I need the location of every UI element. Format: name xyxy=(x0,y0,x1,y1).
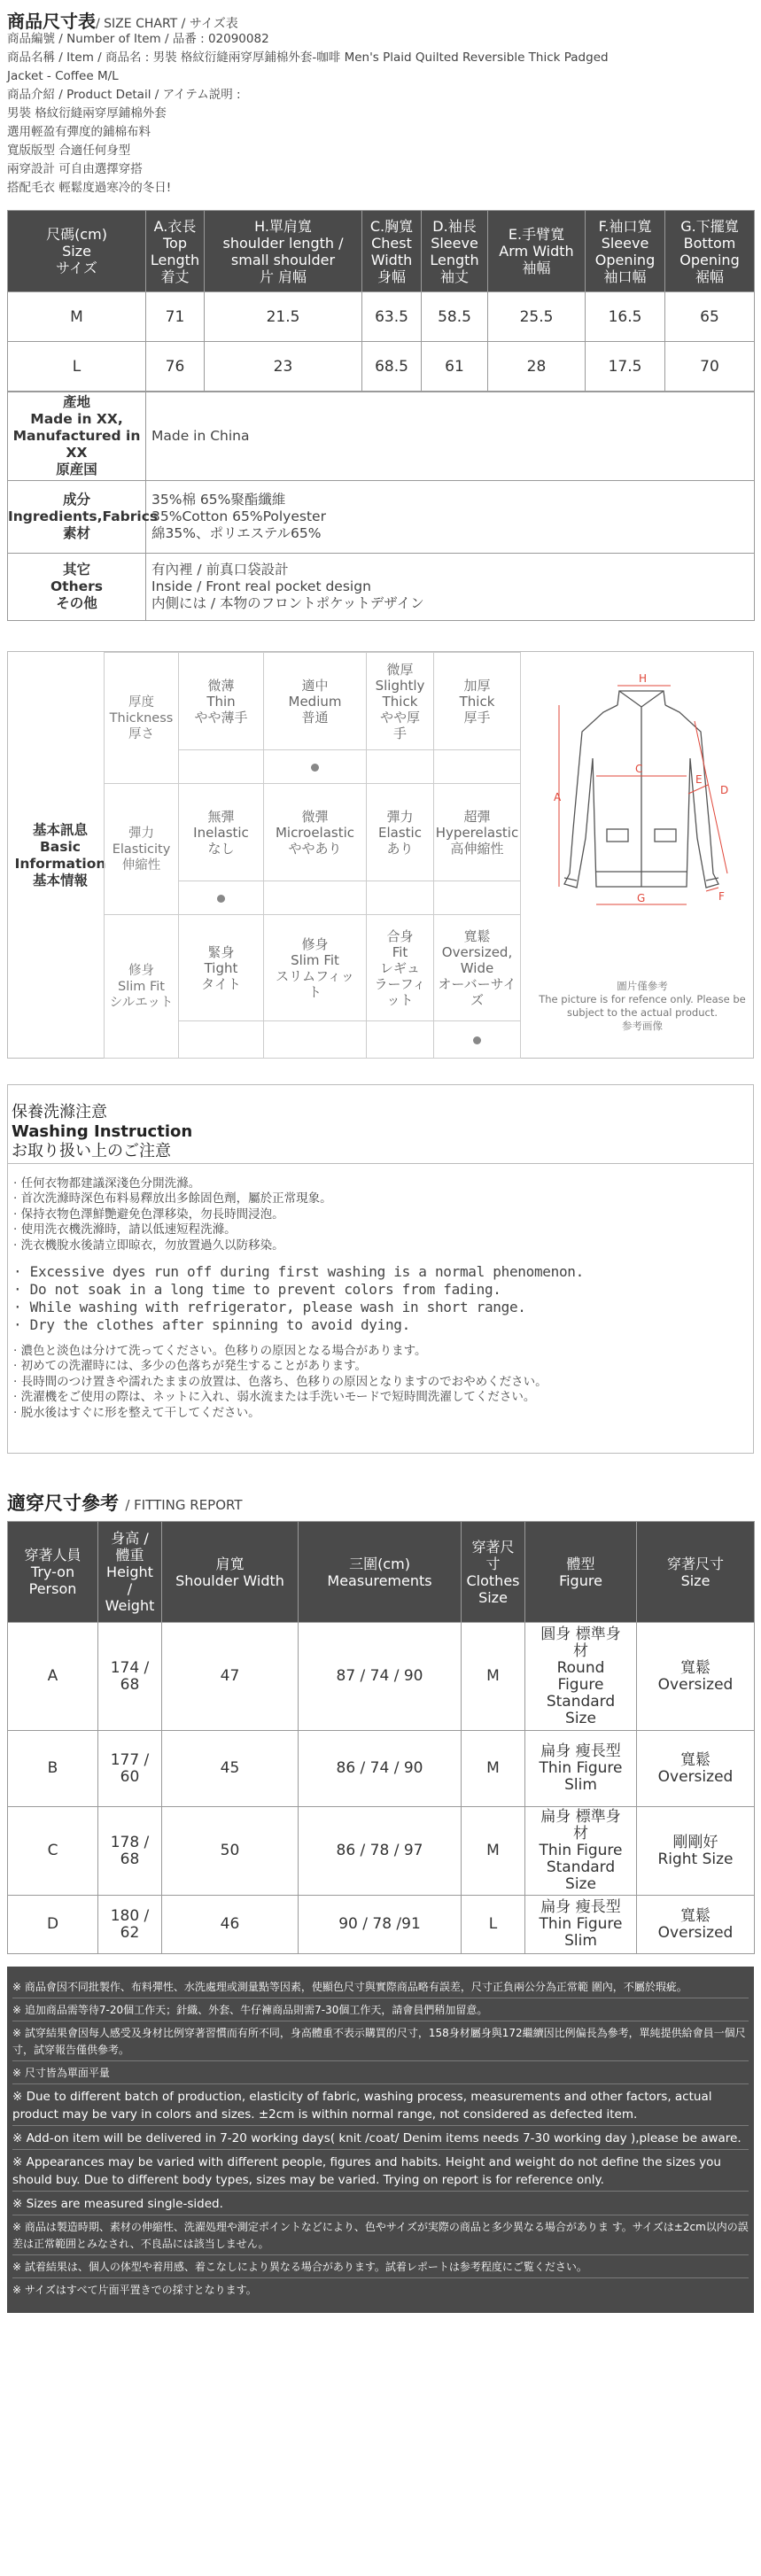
page-title xyxy=(7,0,754,30)
wash-line: · 洗濯機をご使用の際は、ネットに入れ、弱水流または手洗いモードで短時間洗濯してください。 xyxy=(13,1390,536,1405)
wash-line: · While washing with refrigerator, please wash in short range. xyxy=(13,1299,526,1316)
wash-line: · 濃色と淡色は分けて洗ってください。色移りの原因となる場合があります。 xyxy=(13,1344,427,1359)
notes-panel xyxy=(7,1967,754,2313)
detail-line: 兩穿設計 可自由選擇穿搭 xyxy=(7,162,143,176)
diagram-label-f: F xyxy=(718,890,725,903)
col-height-weight: 身高 / 體重 Height / Weight xyxy=(98,1522,162,1623)
note-line: ※ 試着結果は、個人の体型や着用感、着こなしにより異なる場合があります。試着レポートは参考程度にご覧ください。 xyxy=(12,2255,749,2278)
title-main: 商品尺寸表 xyxy=(7,11,96,32)
col-sleeve: D.袖長 Sleeve Length 袖丈 xyxy=(422,211,488,292)
table-row xyxy=(8,1731,755,1807)
note-line: ※ Appearances may be varied with different people, figures and habits. Height and weight do not define the sizes you should buy. Due to different body types, sizes may be varied. Trying on report is for reference only. xyxy=(12,2150,749,2192)
dot-cell xyxy=(264,750,367,784)
cell: 扁身 瘦長型 Thin Figure Slim xyxy=(525,1896,637,1954)
size-table-header xyxy=(8,211,755,292)
washing-body xyxy=(8,1163,753,1453)
fit-tight: 緊身 Tight タイト xyxy=(179,915,264,1021)
size-chart-page xyxy=(7,0,754,2313)
diagram-label-g: G xyxy=(637,892,646,904)
diagram-label-h: H xyxy=(639,672,648,685)
wash-line: · Excessive dyes run off during first washing is a normal phenomenon. xyxy=(13,1263,584,1281)
col-clothes-size: 穿著尺 寸 Clothes Size xyxy=(462,1522,525,1623)
elastic-hyper: 超彈 Hyperelastic 高伸縮性 xyxy=(434,784,521,881)
col-shoulder: H.單肩寬 shoulder length / small shoulder 片 肩幅 xyxy=(205,211,362,292)
title-sub: / SIZE CHART / サイズ表 xyxy=(96,17,238,31)
wash-line: · 初めての洗濯時には、多少の色落ちが発生することがあります。 xyxy=(13,1359,368,1374)
info-item-name-cont: Jacket - Coffee M/L xyxy=(7,69,119,83)
other-row xyxy=(8,554,755,621)
dot-cell xyxy=(179,750,264,784)
size-table xyxy=(7,210,755,392)
dot-cell xyxy=(367,881,434,915)
col-sleeve-opening: F.袖口寬 Sleeve Opening 袖口幅 xyxy=(586,211,665,292)
diagram-label-c: C xyxy=(635,763,643,775)
cell: 47 xyxy=(162,1623,299,1731)
origin-row xyxy=(8,392,755,481)
cell: 45 xyxy=(162,1731,299,1807)
col-chest: C.胸寬 Chest Width 身幅 xyxy=(362,211,422,292)
basic-info-box xyxy=(7,651,754,1059)
material-row xyxy=(8,481,755,554)
elastic-micro: 微彈 Microelastic ややあり xyxy=(264,784,367,881)
col-arm-width: E.手臂寬 Arm Width 袖幅 xyxy=(488,211,586,292)
cell: L xyxy=(8,342,146,392)
dot-cell xyxy=(264,881,367,915)
dot-cell xyxy=(434,1021,521,1059)
cell: 86 / 74 / 90 xyxy=(299,1731,462,1807)
col-bottom-opening: G.下擺寬 Bottom Opening 裾幅 xyxy=(665,211,755,292)
cell: A xyxy=(8,1623,98,1731)
attribute-grid xyxy=(104,652,521,1059)
material-value: 35%棉 65%聚酯纖維 35%Cotton 65%Polyester 綿35%、ポリエステル65% xyxy=(146,481,755,554)
cell: 17.5 xyxy=(586,342,665,392)
cell: 71 xyxy=(146,292,205,342)
cell: 86 / 78 / 97 xyxy=(299,1807,462,1896)
origin-value: Made in China xyxy=(146,392,755,481)
origin-label: 產地 Made in XX, Manufactured in XX 原産国 xyxy=(8,392,146,481)
info-item-name: 商品名稱 / Item / 商品名 : 男裝 格紋衍縫兩穿厚鋪棉外套-咖啡 Men's Plaid Quilted Reversible Thick Padged xyxy=(7,50,609,65)
cell: D xyxy=(8,1896,98,1954)
thickness-thick: 加厚 Thick 厚手 xyxy=(434,653,521,750)
info-item-number: 商品編號 / Number of Item / 品番 : 02090082 xyxy=(7,32,269,46)
cell: 50 xyxy=(162,1807,299,1896)
cell: 28 xyxy=(488,342,586,392)
cell: 178 / 68 xyxy=(98,1807,162,1896)
cell: 圓身 標準身 材 Round Figure Standard Size xyxy=(525,1623,637,1731)
elastic-elastic: 彈力 Elastic あり xyxy=(367,784,434,881)
cell: M xyxy=(462,1731,525,1807)
cell: M xyxy=(8,292,146,342)
cell: 63.5 xyxy=(362,292,422,342)
fit-slim: 修身 Slim Fit スリムフィッ ト xyxy=(264,915,367,1021)
wash-title-jp: お取り扱い上のご注意 xyxy=(12,1142,171,1160)
diagram-label-a: A xyxy=(554,791,562,803)
fitting-table xyxy=(7,1521,755,1954)
wash-title-en: Washing Instruction xyxy=(12,1122,193,1141)
dot-cell xyxy=(434,750,521,784)
thickness-thin: 微薄 Thin やや薄手 xyxy=(179,653,264,750)
wash-line: · 使用洗衣機洗滌時，請以低速短程洗滌。 xyxy=(13,1222,237,1238)
table-row xyxy=(8,1807,755,1896)
cell: 68.5 xyxy=(362,342,422,392)
cell: 76 xyxy=(146,342,205,392)
selected-dot xyxy=(311,764,319,772)
wash-line: · 洗衣機脫水後請立即晾衣，勿放置過久以防移染。 xyxy=(13,1238,284,1253)
cell: M xyxy=(462,1623,525,1731)
note-line: ※ 追加商品需等待7-20個工作天；針織、外套、牛仔褲商品則需7-30個工作天，請會員們稍加留意。 xyxy=(12,1998,749,2021)
col-measurements: 三圍(cm) Measurements xyxy=(299,1522,462,1623)
table-row xyxy=(8,292,755,342)
table-row xyxy=(8,342,755,392)
cell: 16.5 xyxy=(586,292,665,342)
cell: 65 xyxy=(665,292,755,342)
diagram-label-e: E xyxy=(695,773,703,786)
wash-title-zh: 保養洗滌注意 xyxy=(12,1103,107,1121)
cell: 58.5 xyxy=(422,292,488,342)
meta-table xyxy=(7,392,755,621)
table-row xyxy=(8,1896,755,1954)
cell: 扁身 瘦長型 Thin Figure Slim xyxy=(525,1731,637,1807)
other-value: 有內裡 / 前真口袋設計 Inside / Front real pocket design 内側には / 本物のフロントポケットデザイン xyxy=(146,554,755,621)
other-label: 其它 Others その他 xyxy=(8,554,146,621)
cell: 寬鬆 Oversized xyxy=(637,1731,755,1807)
cell: L xyxy=(462,1896,525,1954)
dot-cell xyxy=(434,881,521,915)
note-line: ※ サイズはすべて片面平置きでの採寸となります。 xyxy=(12,2284,257,2296)
product-info xyxy=(7,30,754,198)
cell: 寬鬆 Oversized xyxy=(637,1623,755,1731)
cell: 23 xyxy=(205,342,362,392)
note-line: ※ Due to different batch of production, elasticity of fabric, washing process, measurements and other factors, actual product may be vary in colors and sizes. ±2cm is within normal range, not considered as defected item. xyxy=(12,2084,749,2126)
col-figure: 體型 Figure xyxy=(525,1522,637,1623)
wash-line: · Do not soak in a long time to prevent colors from fading. xyxy=(13,1281,501,1299)
washing-heading xyxy=(8,1085,753,1163)
note-line: ※ 尺寸皆為單面平量 xyxy=(12,2061,749,2084)
elastic-inelastic: 無彈 Inelastic なし xyxy=(179,784,264,881)
note-line: ※ Sizes are measured single-sided. xyxy=(12,2192,749,2215)
detail-line: 男裝 格紋衍縫兩穿厚鋪棉外套 xyxy=(7,106,167,120)
cell: 90 / 78 /91 xyxy=(299,1896,462,1954)
cell: 寬鬆 Oversized xyxy=(637,1896,755,1954)
cell: 87 / 74 / 90 xyxy=(299,1623,462,1731)
note-line: ※ 商品會因不同批製作、布料彈性、水洗處理或測量點等因素，使顯色尺寸與實際商品略有誤差，尺寸正負兩公分為正常範 圍內，不屬於瑕疵。 xyxy=(12,1975,749,1998)
info-detail-label: 商品介紹 / Product Detail / アイテム説明 : xyxy=(7,88,241,102)
detail-line: 搭配毛衣 輕鬆度過寒冷的冬日! xyxy=(7,181,172,195)
basic-info-title: 基本訊息 Basic Information 基本情報 xyxy=(14,822,106,888)
selected-dot xyxy=(473,1036,481,1044)
cell: 174 / 68 xyxy=(98,1623,162,1731)
fitting-title: 適穿尺寸參考 / FITTING REPORT xyxy=(7,1493,243,1514)
cell: 25.5 xyxy=(488,292,586,342)
thickness-slightly-thick: 微厚 Slightly Thick やや厚 手 xyxy=(367,653,434,750)
note-line: ※ 商品は製造時期、素材の伸縮性、洗濯処理や測定ポイントなどにより、色やサイズが実際の商品と多少異なる場合がありま す。サイズは±2cm以内の誤差は正常範囲とみなされ、不良品には該当しません。 xyxy=(12,2215,749,2255)
cell: 61 xyxy=(422,342,488,392)
dot-cell xyxy=(367,1021,434,1059)
fit-oversized: 寬鬆 Oversized, Wide オーバーサイ ズ xyxy=(434,915,521,1021)
cell: 46 xyxy=(162,1896,299,1954)
reference-note: 圖片僅參考 The picture is for refence only. Please be subject to the actual product. 参考画像 xyxy=(539,980,746,1032)
wash-line: · 任何衣物都建議深淺色分開洗滌。 xyxy=(13,1176,201,1191)
selected-dot xyxy=(217,895,225,903)
col-size: 尺碼(cm) Size サイズ xyxy=(8,211,146,292)
cell: 70 xyxy=(665,342,755,392)
note-line: ※ 試穿結果會因每人感受及身材比例穿著習慣而有所不同，身高體重不表示購買的尺寸，158身材屬身與172繼續因比例偏長為參考，單純提供給會員一個尺寸，試穿報告僅供參考。 xyxy=(12,2021,749,2061)
dot-cell xyxy=(264,1021,367,1059)
dot-cell xyxy=(367,750,434,784)
cell: 21.5 xyxy=(205,292,362,342)
fitting-header xyxy=(8,1522,755,1623)
note-line: ※ Add-on item will be delivered in 7-20 working days( knit /coat/ Denim items needs 7-30 working day ),please be aware. xyxy=(12,2126,749,2150)
col-top-length: A.衣長 Top Length 着丈 xyxy=(146,211,205,292)
cell: 180 / 62 xyxy=(98,1896,162,1954)
wash-line: · Dry the clothes after spinning to avoid dying. xyxy=(13,1316,410,1334)
cell: B xyxy=(8,1731,98,1807)
col-person: 穿著人員 Try-on Person xyxy=(8,1522,98,1623)
washing-instruction xyxy=(7,1084,754,1454)
cell: 177 / 60 xyxy=(98,1731,162,1807)
cell: 扁身 標準身 材 Thin Figure Standard Size xyxy=(525,1807,637,1896)
dot-cell xyxy=(179,1021,264,1059)
cell: 剛剛好 Right Size xyxy=(637,1807,755,1896)
wash-line: · 脱水後はすぐに形を整えて干してください。 xyxy=(13,1405,260,1420)
thickness-medium: 適中 Medium 普通 xyxy=(264,653,367,750)
detail-line: 寬版版型 合適任何身型 xyxy=(7,144,131,158)
diagram-label-d: D xyxy=(720,784,729,796)
col-shoulder: 肩寬 Shoulder Width xyxy=(162,1522,299,1623)
wash-line: · 保持衣物色澤鮮艷避免色澤移染，勿長時間浸泡。 xyxy=(13,1207,284,1222)
col-fit: 穿著尺寸 Size xyxy=(637,1522,755,1623)
cell: M xyxy=(462,1807,525,1896)
thickness-label: 厚度 Thickness 厚さ xyxy=(105,653,179,784)
cell: C xyxy=(8,1807,98,1896)
wash-line: · 長時間のつけ置きや濡れたままの放置は、色落ち、色移りの原因となりますのでおやめください。 xyxy=(13,1374,547,1389)
detail-line: 選用輕盈有彈度的鋪棉布料 xyxy=(7,125,151,139)
material-label: 成分 Ingredients,Fabrics 素材 xyxy=(8,481,146,554)
dot-cell xyxy=(179,881,264,915)
table-row xyxy=(8,1623,755,1731)
wash-line: · 首次洗滌時深色布料易釋放出多餘固色劑，屬於正常現象。 xyxy=(13,1191,332,1207)
fit-regular: 合身 Fit レギュ ラーフィ ット xyxy=(367,915,434,1021)
jacket-outline-icon xyxy=(531,652,752,980)
elasticity-label: 彈力 Elasticity 伸縮性 xyxy=(105,784,179,915)
fit-label: 修身 Slim Fit シルエット xyxy=(105,915,179,1059)
